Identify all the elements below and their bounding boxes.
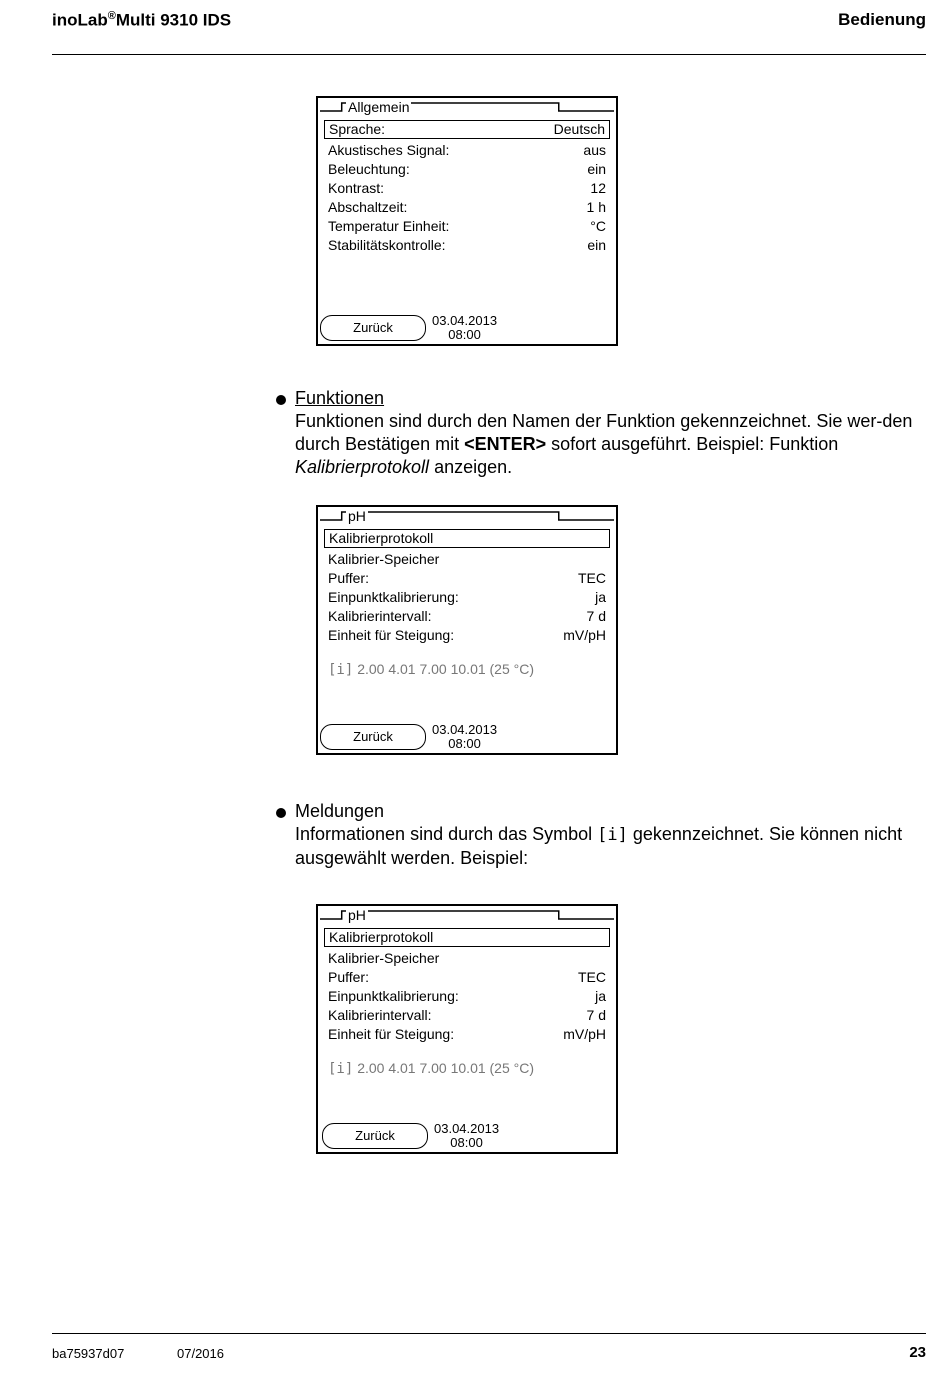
time-text: 08:00 <box>448 736 481 751</box>
display-screen-allgemein <box>316 96 618 346</box>
date-text: 03.04.2013 <box>434 1121 500 1136</box>
row-label: Kalibrierprotokoll <box>329 929 434 945</box>
info-message <box>328 661 534 678</box>
menu-row-kalibrierintervall[interactable] <box>324 607 610 626</box>
function-name: Kalibrierprotokoll <box>295 457 430 477</box>
settings-list <box>324 928 610 1044</box>
row-value: mV/pH <box>563 627 606 643</box>
page-number: 23 <box>909 1344 926 1361</box>
menu-row-kalibrierprotokoll[interactable] <box>324 928 610 947</box>
row-value: aus <box>583 142 606 158</box>
menu-row-akustisches-signal[interactable] <box>324 141 610 160</box>
menu-row-kalibrierintervall[interactable] <box>324 1006 610 1025</box>
menu-row-beleuchtung[interactable] <box>324 160 610 179</box>
row-label: Einpunktkalibrierung: <box>328 589 459 605</box>
row-value: ein <box>587 237 606 253</box>
bullet-body <box>295 823 926 870</box>
menu-row-kalibrierprotokoll[interactable] <box>324 529 610 548</box>
time-text: 08:00 <box>450 1135 483 1150</box>
info-text: 2.00 4.01 7.00 10.01 (25 °C) <box>357 661 535 677</box>
menu-title: pH <box>348 508 366 524</box>
row-label: Einpunktkalibrierung: <box>328 988 459 1004</box>
row-label: Sprache: <box>329 121 386 137</box>
row-label: Abschaltzeit: <box>328 199 408 215</box>
row-value: ein <box>587 161 606 177</box>
row-label: Kalibrierprotokoll <box>329 530 434 546</box>
row-label: Kalibrier-Speicher <box>328 950 440 966</box>
info-icon: [i] <box>597 825 628 845</box>
row-label: Puffer: <box>328 969 369 985</box>
body-text: anzeigen. <box>429 457 513 477</box>
page-footer <box>52 1333 926 1374</box>
row-label: Puffer: <box>328 570 369 586</box>
bullet-dot <box>276 395 286 405</box>
row-value: mV/pH <box>563 1026 606 1042</box>
row-label: Beleuchtung: <box>328 161 410 177</box>
menu-row-kalibrier-speicher[interactable] <box>324 949 610 968</box>
row-label: Kalibrierintervall: <box>328 608 432 624</box>
row-label: Kalibrier-Speicher <box>328 551 440 567</box>
row-label: Einheit für Steigung: <box>328 1026 455 1042</box>
menu-row-einpunktkalibrierung[interactable] <box>324 987 610 1006</box>
row-value: 7 d <box>586 608 606 624</box>
row-value: ja <box>595 988 606 1004</box>
product-name <box>52 10 231 31</box>
time-text: 08:00 <box>448 327 481 342</box>
date-time-display <box>434 1122 499 1150</box>
row-label: Stabilitätskontrolle: <box>328 237 446 253</box>
display-screen-ph-2 <box>316 904 618 1154</box>
menu-row-abschaltzeit[interactable] <box>324 198 610 217</box>
info-message <box>328 1060 534 1077</box>
menu-row-stabilitaetskontrolle[interactable] <box>324 236 610 255</box>
row-value: Deutsch <box>553 121 605 137</box>
date-time-display <box>432 723 497 751</box>
menu-title: Allgemein <box>348 99 410 115</box>
registered-mark: ® <box>107 10 116 22</box>
info-icon: [i] <box>328 1061 354 1077</box>
menu-row-einpunktkalibrierung[interactable] <box>324 588 610 607</box>
row-label: Kontrast: <box>328 180 385 196</box>
menu-row-puffer[interactable] <box>324 968 610 987</box>
menu-row-puffer[interactable] <box>324 569 610 588</box>
bullet-text <box>295 800 926 870</box>
back-button[interactable]: Zurück <box>322 1123 428 1149</box>
row-label: Akustisches Signal: <box>328 142 450 158</box>
row-label: Temperatur Einheit: <box>328 218 450 234</box>
menu-row-kontrast[interactable] <box>324 179 610 198</box>
menu-row-einheit-steigung[interactable] <box>324 1025 610 1044</box>
row-label: Einheit für Steigung: <box>328 627 455 643</box>
row-value: 12 <box>590 180 606 196</box>
body-text: Informationen sind durch das Symbol <box>295 824 598 844</box>
row-value: TEC <box>578 969 606 985</box>
section-title: Bedienung <box>838 10 926 29</box>
bullet-heading: Funktionen <box>295 388 385 408</box>
menu-title: pH <box>348 907 366 923</box>
brand-name: inoLab <box>52 10 108 30</box>
enter-key-label: <ENTER> <box>464 434 547 454</box>
settings-list <box>324 529 610 645</box>
info-text: 2.00 4.01 7.00 10.01 (25 °C) <box>357 1060 535 1076</box>
bullet-body <box>295 410 926 479</box>
document-date: 07/2016 <box>177 1346 224 1361</box>
page-header <box>52 0 926 55</box>
menu-row-temperatur-einheit[interactable] <box>324 217 610 236</box>
menu-row-sprache[interactable] <box>324 120 610 139</box>
row-value: TEC <box>578 570 606 586</box>
bullet-dot <box>276 808 286 818</box>
date-text: 03.04.2013 <box>432 313 498 328</box>
bullet-heading: Meldungen <box>295 801 385 821</box>
body-text: sofort ausgeführt. Beispiel: Funktion <box>546 434 839 454</box>
menu-row-kalibrier-speicher[interactable] <box>324 550 610 569</box>
date-time-display <box>432 314 497 342</box>
date-text: 03.04.2013 <box>432 722 498 737</box>
row-value: 1 h <box>586 199 606 215</box>
body-text: Funktionen sind durch den Namen der Funktion gekennzeichnet. Sie wer-den durch Bestätigen mit <box>295 411 913 454</box>
back-button[interactable]: Zurück <box>320 315 426 341</box>
row-value: ja <box>595 589 606 605</box>
document-id: ba75937d07 <box>52 1346 125 1361</box>
row-value: 7 d <box>586 1007 606 1023</box>
back-button[interactable]: Zurück <box>320 724 426 750</box>
display-screen-ph-1 <box>316 505 618 755</box>
info-icon: [i] <box>328 662 354 678</box>
settings-list <box>324 120 610 255</box>
row-value: °C <box>590 218 606 234</box>
body-text: gekennzeichnet. Sie können nicht ausgewählt werden. Beispiel: <box>295 824 903 868</box>
model-name: Multi 9310 IDS <box>115 10 232 30</box>
bullet-text <box>295 387 926 479</box>
menu-row-einheit-steigung[interactable] <box>324 626 610 645</box>
row-label: Kalibrierintervall: <box>328 1007 432 1023</box>
